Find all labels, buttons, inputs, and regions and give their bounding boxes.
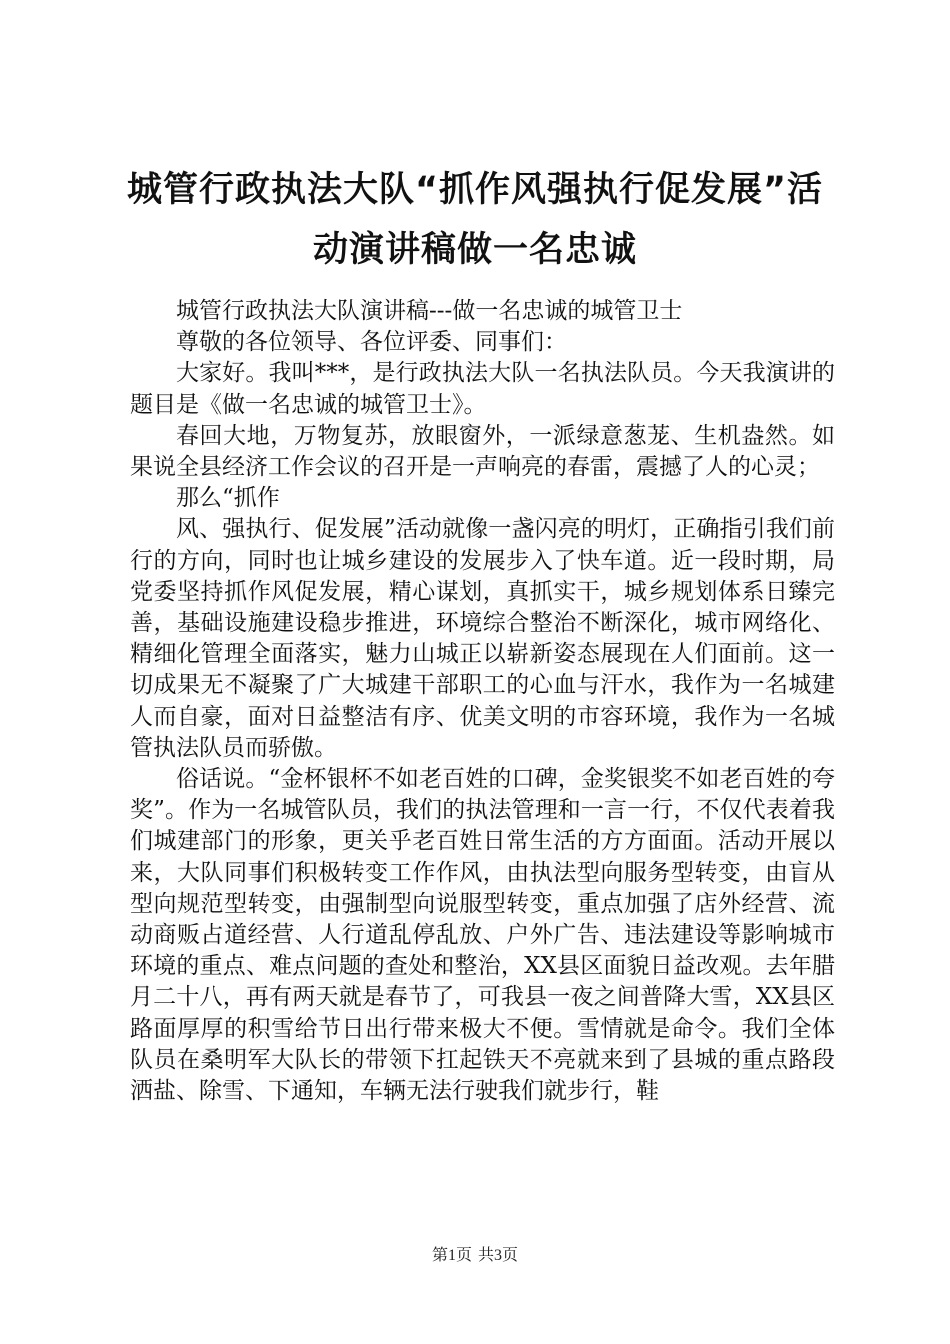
title-line-2: 动演讲稿做一名忠诚 — [312, 230, 637, 270]
document-body — [130, 296, 835, 1107]
page-footer — [0, 1246, 950, 1266]
document-title — [100, 160, 850, 280]
paragraph-spring: 春回大地，万物复苏，放眼窗外，一派绿意葱茏、生机盎然。如果说全县经济工作会议的召开是一声响亮的春雷，震撼了人的心灵； — [130, 422, 835, 481]
paragraph-achievements: 风、强执行、促发展”活动就像一盏闪亮的明灯，正确指引我们前行的方向，同时也让城乡建设的发展步入了快车道。近一段时期，局党委坚持抓作风促发展，精心谋划，真抓实干，城乡规划体系日臻完善，基础设施建设稳步推进，环境综合整治不断深化，城市网络化、精细化管理全面落实，魅力山城正以崭新姿态展现在人们面前。这一切成果无不凝聚了广大城建干部职工的心血与汗水，我作为一名城建人而自豪，面对日益整洁有序、优美文明的市容环境，我作为一名城管执法队员而骄傲。 — [130, 516, 835, 761]
page-number: 第1页 — [431, 1247, 472, 1264]
paragraph-salutation: 尊敬的各位领导、各位评委、同事们： — [176, 329, 567, 356]
paragraph-fragment: 那么“抓作 — [176, 485, 280, 512]
paragraph-greeting: 大家好。我叫***，是行政执法大队一名执法队员。今天我演讲的题目是《做一名忠诚的城管卫士》。 — [130, 360, 835, 418]
page-total: 共3页 — [478, 1247, 519, 1264]
paragraph-subtitle: 城管行政执法大队演讲稿---做一名忠诚的城管卫士 — [176, 298, 683, 324]
paragraph-proverb: 俗话说。“金杯银杯不如老百姓的口碑，金奖银奖不如老百姓的夸奖”。作为一名城管队员，我们的执法管理和一言一行，不仅代表着我们城建部门的形象，更关乎老百姓日常生活的方方面面。活动开展以来，大队同事们积极转变工作作风，由执法型向服务型转变，由盲从型向规范型转变，由强制型向说服型转变，重点加强了店外经营、流动商贩占道经营、人行道乱停乱放、户外广告、违法建设等影响城市环境的重点、难点问题的查处和整治，XX县区面貌日益改观。去年腊月二十八，再有两天就是春节了，可我县一夜之间普降大雪，XX县区路面厚厚的积雪给节日出行带来极大不便。雪情就是命令。我们全体队员在桑明军大队长的带领下扛起铁天不亮就来到了县城的重点路段洒盐、除雪、下通知，车辆无法行驶我们就步行，鞋 — [130, 766, 835, 1105]
title-line-1: 城管行政执法大队“抓作风强执行促发展”活 — [126, 170, 823, 210]
